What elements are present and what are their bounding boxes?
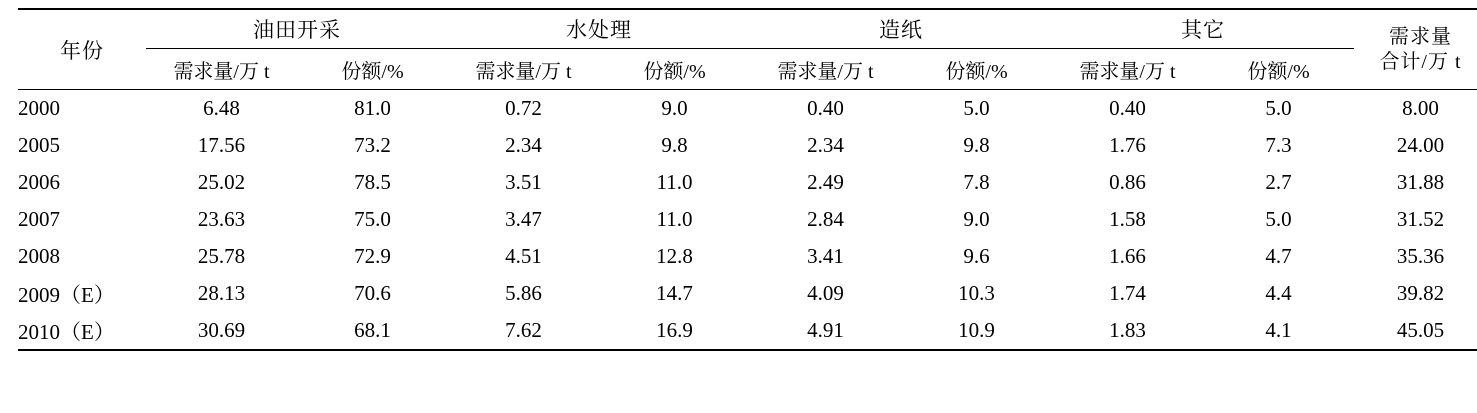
cell-value: 25.02 <box>197 170 246 194</box>
cell-value: 5.0 <box>1265 96 1292 120</box>
header-total-line2: 合计/万 t <box>1379 50 1462 73</box>
cell-year: 2009（E） <box>18 282 115 307</box>
header-oilfield-share: 份额/% <box>297 49 448 90</box>
cell-value: 1.66 <box>1109 244 1146 268</box>
cell-value: 4.09 <box>807 281 844 305</box>
header-group-oilfield: 油田开采 <box>146 9 448 49</box>
cell-value: 6.48 <box>203 96 240 120</box>
cell-value: 10.3 <box>958 281 995 305</box>
cell-value: 12.8 <box>656 244 693 268</box>
cell-value: 4.91 <box>750 312 901 350</box>
group-header-row <box>18 9 1477 49</box>
header-total <box>1354 9 1477 90</box>
cell-value: 1.76 <box>1109 133 1146 157</box>
cell-value: 11.0 <box>656 207 693 231</box>
cell-value: 9.0 <box>963 207 990 231</box>
cell-value: 4.7 <box>1265 244 1292 268</box>
cell-value: 2.34 <box>505 133 542 157</box>
cell-value: 73.2 <box>354 133 391 157</box>
cell-value: 9.8 <box>963 133 990 157</box>
cell-value: 9.6 <box>963 244 990 268</box>
cell-value: 75.0 <box>354 207 391 231</box>
cell-value: 5.0 <box>1265 207 1292 231</box>
demand-share-table <box>18 8 1477 351</box>
cell-value: 72.9 <box>354 244 391 268</box>
cell-value: 4.51 <box>505 244 542 268</box>
cell-value: 5.0 <box>963 96 990 120</box>
cell-value: 10.9 <box>901 312 1052 350</box>
cell-value: 16.9 <box>599 312 750 350</box>
header-total-line1: 需求量 <box>1389 25 1452 48</box>
cell-year: 2000 <box>18 96 60 120</box>
cell-value: 78.5 <box>354 170 391 194</box>
cell-value: 2.7 <box>1265 170 1292 194</box>
cell-value: 0.40 <box>1109 96 1146 120</box>
table-row <box>18 238 1477 275</box>
cell-value: 9.0 <box>661 96 688 120</box>
cell-value: 1.83 <box>1052 312 1203 350</box>
table-row <box>18 312 1477 350</box>
cell-value: 5.86 <box>505 281 542 305</box>
table-container <box>0 8 1477 413</box>
cell-total: 39.82 <box>1396 281 1445 305</box>
header-other-share: 份额/% <box>1203 49 1354 90</box>
table-body <box>18 90 1477 351</box>
cell-value: 14.7 <box>656 281 693 305</box>
header-group-papermaking: 造纸 <box>750 9 1052 49</box>
table-row <box>18 90 1477 128</box>
cell-value: 1.74 <box>1109 281 1146 305</box>
cell-value: 7.8 <box>963 170 990 194</box>
cell-value: 2.49 <box>807 170 844 194</box>
cell-value: 23.63 <box>197 207 246 231</box>
cell-total: 35.36 <box>1396 244 1445 268</box>
cell-value: 0.40 <box>807 96 844 120</box>
cell-value: 68.1 <box>297 312 448 350</box>
header-other-demand: 需求量/万 t <box>1052 49 1203 90</box>
cell-year: 2007 <box>18 207 60 231</box>
cell-value: 3.41 <box>807 244 844 268</box>
cell-year: 2008 <box>18 244 60 268</box>
cell-total: 8.00 <box>1402 96 1439 120</box>
header-oilfield-demand: 需求量/万 t <box>146 49 297 90</box>
cell-value: 7.62 <box>448 312 599 350</box>
cell-total: 31.52 <box>1396 207 1445 231</box>
cell-value: 1.58 <box>1109 207 1146 231</box>
cell-value: 2.34 <box>807 133 844 157</box>
cell-value: 25.78 <box>197 244 246 268</box>
cell-value: 0.86 <box>1109 170 1146 194</box>
cell-year: 2010（E） <box>18 312 146 350</box>
header-group-other: 其它 <box>1052 9 1354 49</box>
cell-total: 24.00 <box>1396 133 1445 157</box>
table-row <box>18 275 1477 312</box>
header-year: 年份 <box>18 9 146 90</box>
cell-value: 4.4 <box>1265 281 1292 305</box>
cell-value: 70.6 <box>354 281 391 305</box>
header-water-demand: 需求量/万 t <box>448 49 599 90</box>
cell-value: 9.8 <box>661 133 688 157</box>
cell-value: 11.0 <box>656 170 693 194</box>
cell-year: 2006 <box>18 170 60 194</box>
header-paper-share: 份额/% <box>901 49 1052 90</box>
cell-value: 3.47 <box>505 207 542 231</box>
cell-year: 2005 <box>18 133 60 157</box>
cell-value: 17.56 <box>197 133 246 157</box>
table-row <box>18 201 1477 238</box>
cell-value: 3.51 <box>505 170 542 194</box>
header-group-water-treatment: 水处理 <box>448 9 750 49</box>
cell-total: 45.05 <box>1354 312 1477 350</box>
cell-value: 81.0 <box>354 96 391 120</box>
header-paper-demand: 需求量/万 t <box>750 49 901 90</box>
sub-header-row <box>18 49 1477 90</box>
table-head <box>18 9 1477 90</box>
cell-total: 31.88 <box>1396 170 1445 194</box>
cell-value: 4.1 <box>1203 312 1354 350</box>
table-row <box>18 127 1477 164</box>
table-row <box>18 164 1477 201</box>
cell-value: 0.72 <box>505 96 542 120</box>
cell-value: 30.69 <box>146 312 297 350</box>
header-water-share: 份额/% <box>599 49 750 90</box>
cell-value: 7.3 <box>1265 133 1292 157</box>
cell-value: 28.13 <box>197 281 246 305</box>
cell-value: 2.84 <box>807 207 844 231</box>
